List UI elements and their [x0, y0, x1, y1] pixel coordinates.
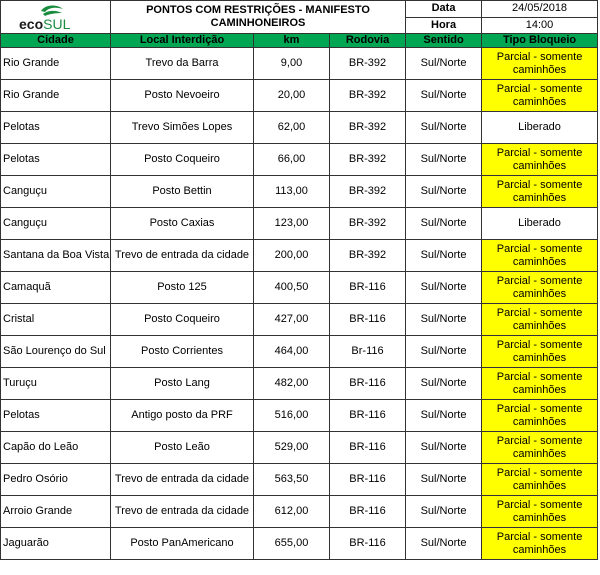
- cell-direction: Sul/Norte: [406, 176, 482, 208]
- cell-place: Posto Leão: [111, 432, 254, 464]
- cell-block-type: Parcial - somente caminhões: [482, 80, 598, 112]
- cell-road: BR-116: [330, 400, 406, 432]
- cell-city: Jaguarão: [1, 528, 111, 560]
- table-row: [1, 336, 598, 368]
- cell-direction: Sul/Norte: [406, 208, 482, 240]
- column-header-road: Rodovia: [330, 34, 406, 48]
- cell-block-type: Parcial - somente caminhões: [482, 304, 598, 336]
- cell-direction: Sul/Norte: [406, 304, 482, 336]
- cell-city: Santana da Boa Vista: [1, 240, 111, 272]
- cell-road: BR-116: [330, 272, 406, 304]
- cell-city: Pedro Osório: [1, 464, 111, 496]
- cell-direction: Sul/Norte: [406, 80, 482, 112]
- cell-km: 123,00: [254, 208, 330, 240]
- cell-road: BR-116: [330, 464, 406, 496]
- cell-km: 66,00: [254, 144, 330, 176]
- logo-text: [19, 18, 70, 31]
- cell-block-type: Parcial - somente caminhões: [482, 272, 598, 304]
- cell-place: Trevo de entrada da cidade: [111, 496, 254, 528]
- cell-direction: Sul/Norte: [406, 528, 482, 560]
- cell-city: Rio Grande: [1, 80, 111, 112]
- cell-place: Trevo de entrada da cidade: [111, 240, 254, 272]
- cell-road: BR-116: [330, 496, 406, 528]
- table-row: [1, 144, 598, 176]
- cell-road: BR-392: [330, 48, 406, 80]
- cell-road: BR-116: [330, 528, 406, 560]
- cell-km: 464,00: [254, 336, 330, 368]
- cell-city: São Lourenço do Sul: [1, 336, 111, 368]
- table-row: [1, 528, 598, 560]
- cell-block-type: Parcial - somente caminhões: [482, 496, 598, 528]
- cell-road: BR-116: [330, 432, 406, 464]
- cell-block-type: Parcial - somente caminhões: [482, 48, 598, 80]
- cell-road: BR-392: [330, 144, 406, 176]
- cell-block-type: Parcial - somente caminhões: [482, 464, 598, 496]
- cell-block-type: Parcial - somente caminhões: [482, 368, 598, 400]
- cell-km: 20,00: [254, 80, 330, 112]
- logo-cell: [1, 1, 111, 34]
- table-row: [1, 48, 598, 80]
- cell-city: Turuçu: [1, 368, 111, 400]
- cell-direction: Sul/Norte: [406, 272, 482, 304]
- table-row: [1, 464, 598, 496]
- cell-city: Rio Grande: [1, 48, 111, 80]
- cell-direction: Sul/Norte: [406, 144, 482, 176]
- cell-city: Arroio Grande: [1, 496, 111, 528]
- table-row: [1, 240, 598, 272]
- cell-city: Cristal: [1, 304, 111, 336]
- cell-place: Antigo posto da PRF: [111, 400, 254, 432]
- table-row: [1, 208, 598, 240]
- cell-city: Camaquã: [1, 272, 111, 304]
- cell-road: BR-392: [330, 176, 406, 208]
- cell-direction: Sul/Norte: [406, 368, 482, 400]
- logo-text-accent: SUL: [43, 16, 71, 32]
- cell-place: Posto PanAmericano: [111, 528, 254, 560]
- cell-road: BR-392: [330, 80, 406, 112]
- cell-road: BR-116: [330, 368, 406, 400]
- logo-text-main: eco: [19, 16, 44, 32]
- column-header-place: Local Interdição: [111, 34, 254, 48]
- table-row: [1, 112, 598, 144]
- table-row: [1, 432, 598, 464]
- ecosul-logo: [1, 1, 110, 33]
- cell-block-type: Parcial - somente caminhões: [482, 144, 598, 176]
- cell-block-type: Liberado: [482, 112, 598, 144]
- cell-direction: Sul/Norte: [406, 336, 482, 368]
- cell-road: BR-116: [330, 304, 406, 336]
- cell-direction: Sul/Norte: [406, 400, 482, 432]
- column-header-direction: Sentido: [406, 34, 482, 48]
- cell-km: 62,00: [254, 112, 330, 144]
- cell-place: Posto 125: [111, 272, 254, 304]
- column-header-km: km: [254, 34, 330, 48]
- cell-city: Capão do Leão: [1, 432, 111, 464]
- cell-place: Trevo da Barra: [111, 48, 254, 80]
- time-label: Hora: [406, 17, 482, 34]
- table-row: [1, 368, 598, 400]
- cell-block-type: Liberado: [482, 208, 598, 240]
- cell-direction: Sul/Norte: [406, 112, 482, 144]
- cell-city: Canguçu: [1, 176, 111, 208]
- cell-km: 516,00: [254, 400, 330, 432]
- table-row: [1, 400, 598, 432]
- cell-direction: Sul/Norte: [406, 48, 482, 80]
- cell-road: BR-392: [330, 240, 406, 272]
- cell-km: 529,00: [254, 432, 330, 464]
- cell-km: 612,00: [254, 496, 330, 528]
- cell-direction: Sul/Norte: [406, 432, 482, 464]
- cell-city: Pelotas: [1, 144, 111, 176]
- cell-km: 563,50: [254, 464, 330, 496]
- column-header-row: [1, 34, 598, 48]
- table-row: [1, 496, 598, 528]
- cell-place: Posto Coqueiro: [111, 144, 254, 176]
- cell-place: Posto Coqueiro: [111, 304, 254, 336]
- cell-direction: Sul/Norte: [406, 496, 482, 528]
- cell-km: 9,00: [254, 48, 330, 80]
- cell-place: Trevo Simões Lopes: [111, 112, 254, 144]
- column-header-city: Cidade: [1, 34, 111, 48]
- cell-city: Canguçu: [1, 208, 111, 240]
- cell-block-type: Parcial - somente caminhões: [482, 176, 598, 208]
- cell-place: Posto Nevoeiro: [111, 80, 254, 112]
- column-header-block-type: Tipo Bloqueio: [482, 34, 598, 48]
- cell-city: Pelotas: [1, 112, 111, 144]
- cell-place: Posto Bettin: [111, 176, 254, 208]
- cell-block-type: Parcial - somente caminhões: [482, 240, 598, 272]
- cell-km: 655,00: [254, 528, 330, 560]
- cell-road: Br-116: [330, 336, 406, 368]
- cell-km: 113,00: [254, 176, 330, 208]
- table-row: [1, 272, 598, 304]
- table-row: [1, 176, 598, 208]
- cell-block-type: Parcial - somente caminhões: [482, 432, 598, 464]
- table-row: [1, 80, 598, 112]
- cell-block-type: Parcial - somente caminhões: [482, 336, 598, 368]
- cell-km: 200,00: [254, 240, 330, 272]
- cell-road: BR-392: [330, 112, 406, 144]
- cell-place: Trevo de entrada da cidade: [111, 464, 254, 496]
- cell-road: BR-392: [330, 208, 406, 240]
- date-label: Data: [406, 1, 482, 18]
- cell-city: Pelotas: [1, 400, 111, 432]
- cell-block-type: Parcial - somente caminhões: [482, 528, 598, 560]
- cell-place: Posto Caxias: [111, 208, 254, 240]
- cell-place: Posto Corrientes: [111, 336, 254, 368]
- cell-km: 400,50: [254, 272, 330, 304]
- cell-km: 427,00: [254, 304, 330, 336]
- cell-block-type: Parcial - somente caminhões: [482, 400, 598, 432]
- date-value: 24/05/2018: [482, 1, 598, 18]
- header-row-date: [1, 1, 598, 18]
- cell-place: Posto Lang: [111, 368, 254, 400]
- page-title: PONTOS COM RESTRIÇÕES - MANIFESTO CAMINHONEIROS: [111, 1, 406, 34]
- cell-direction: Sul/Norte: [406, 240, 482, 272]
- table-row: [1, 304, 598, 336]
- cell-direction: Sul/Norte: [406, 464, 482, 496]
- time-value: 14:00: [482, 17, 598, 34]
- logo-swirl-icon: [39, 3, 65, 17]
- cell-km: 482,00: [254, 368, 330, 400]
